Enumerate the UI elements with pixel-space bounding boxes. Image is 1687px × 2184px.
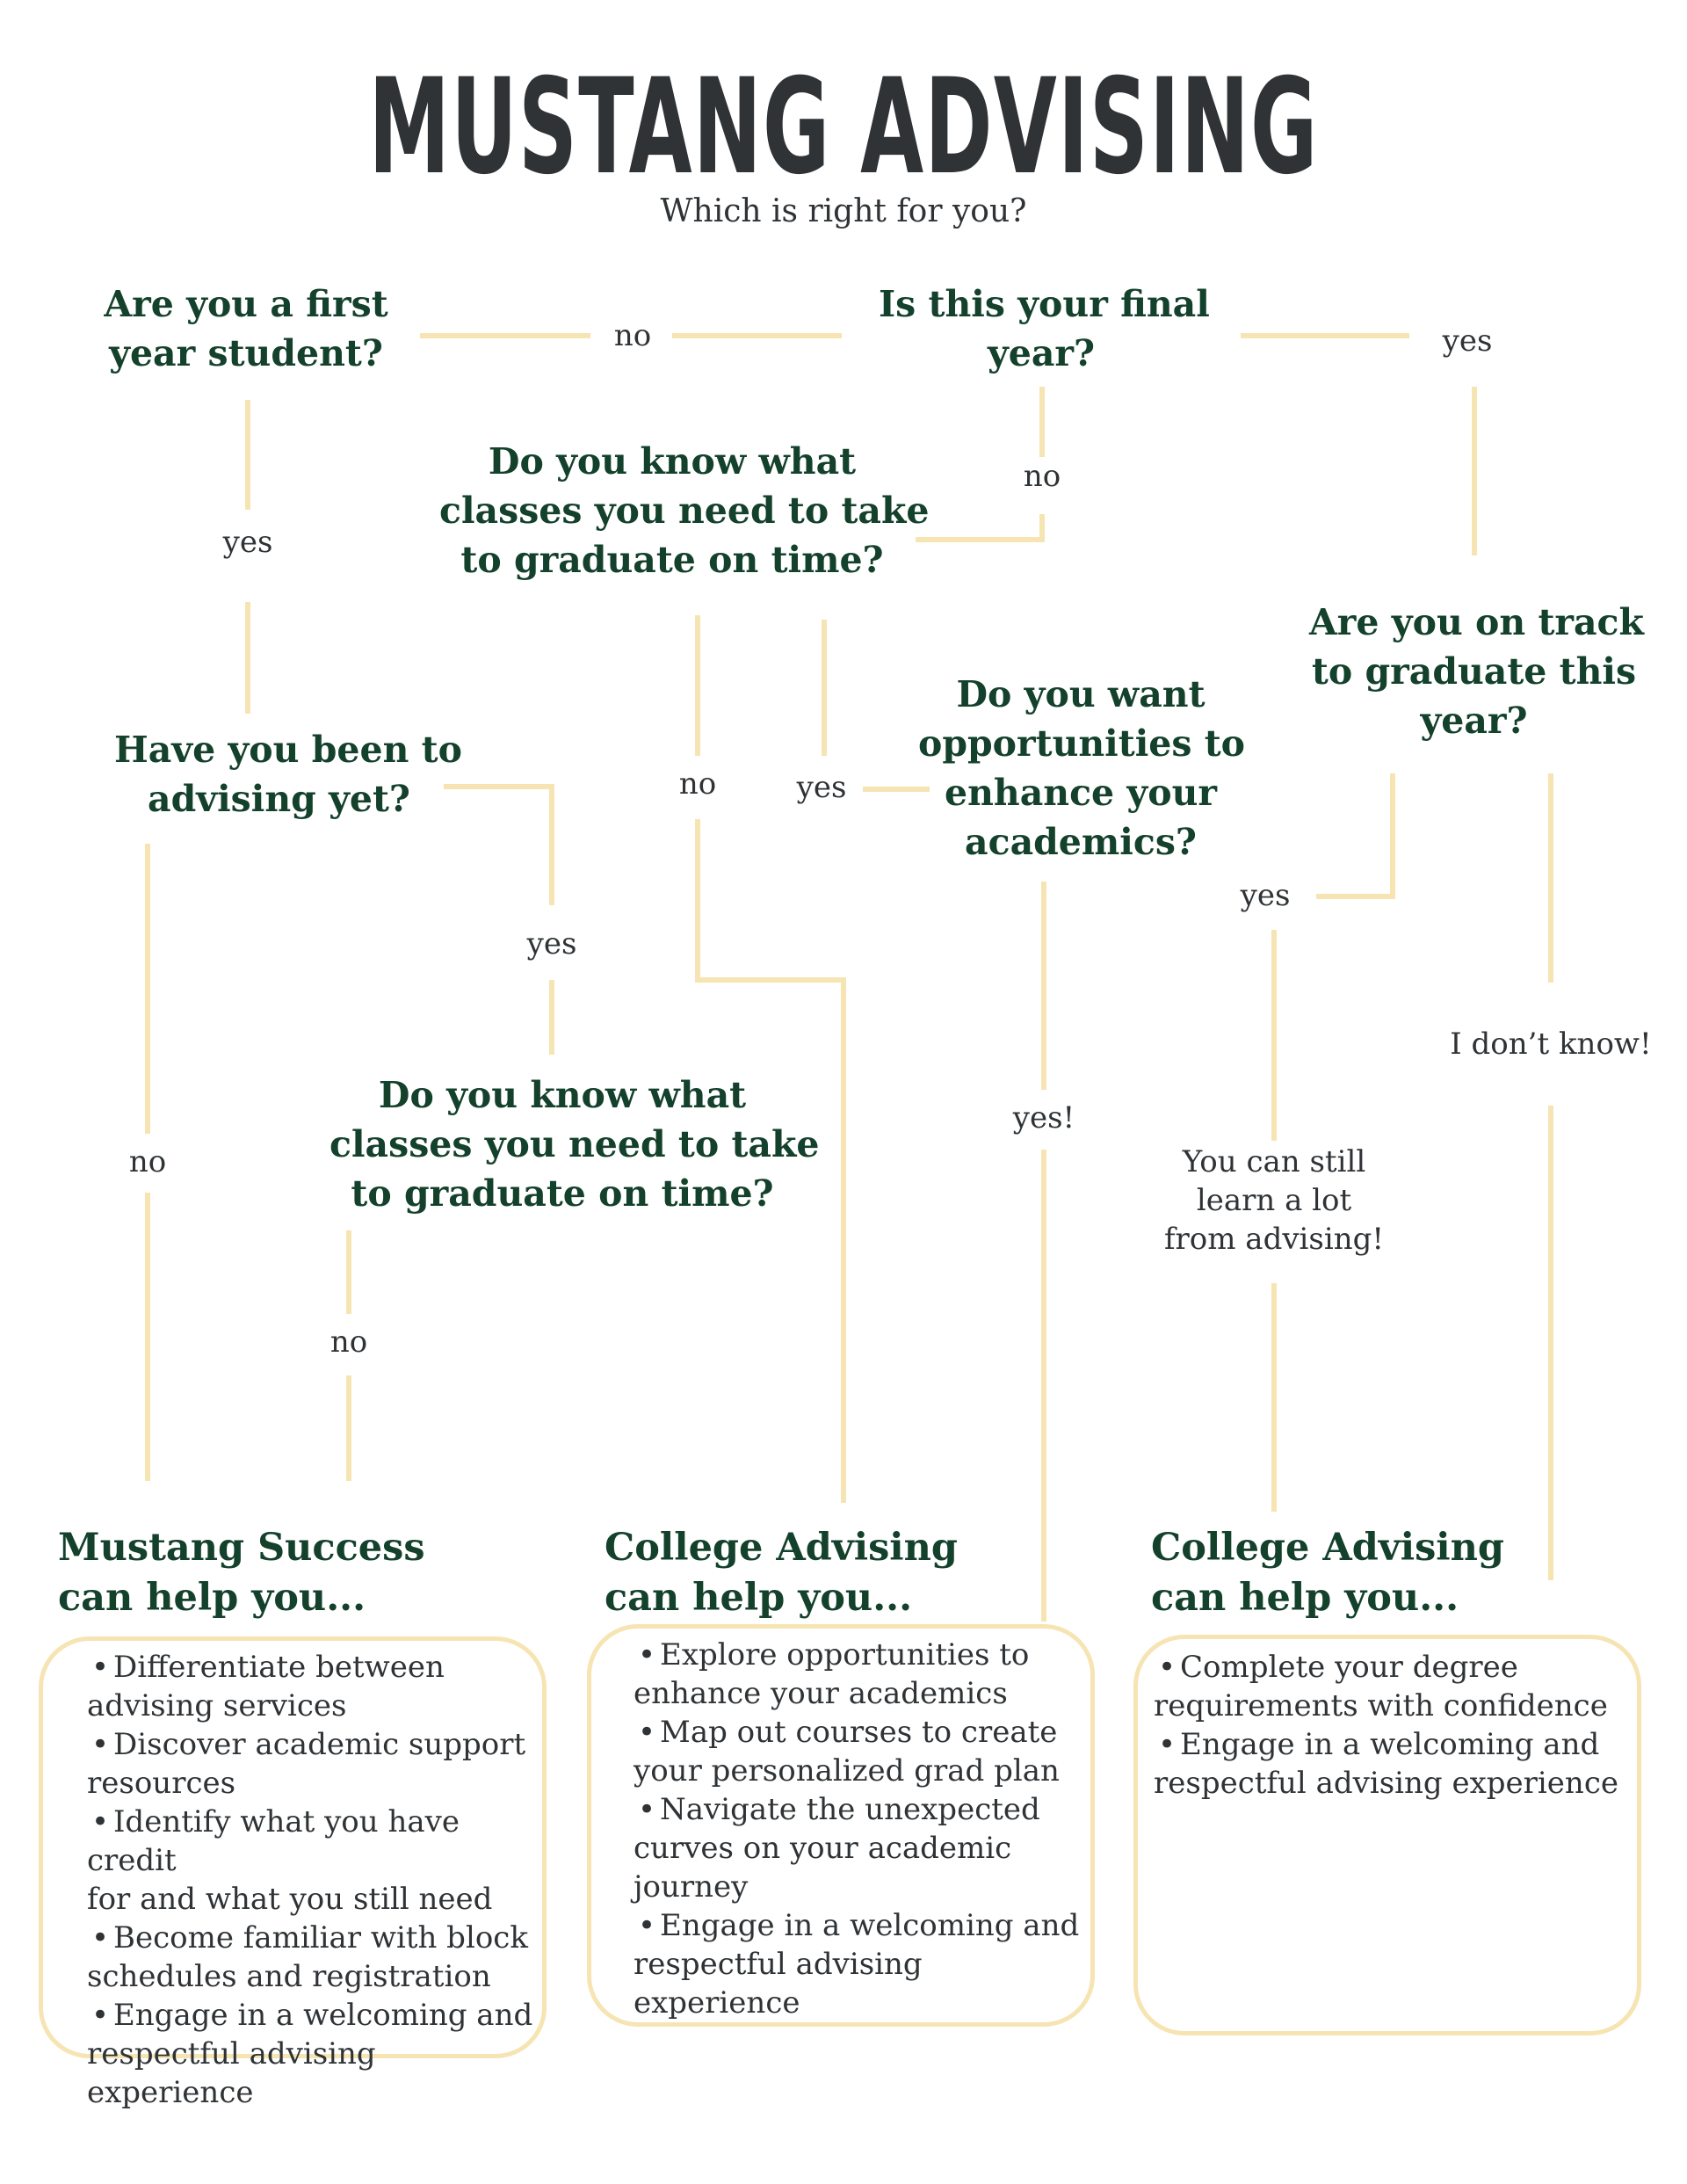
connector-advising-to-yes (444, 787, 552, 905)
connector-track-yes-branch (1316, 773, 1393, 896)
list-item: • Navigate the unexpected curves on your academic journey (634, 1792, 1040, 1905)
bullet-icon: • (637, 1637, 656, 1672)
connector-final-no-to-know (916, 514, 1042, 540)
bullet-icon: • (1157, 1650, 1177, 1685)
bullet-icon: • (91, 1650, 110, 1685)
bullet-icon: • (91, 1998, 110, 2033)
question-enhance-academics: Do you want opportunities to enhance your academics? (918, 673, 1246, 863)
question-first-year: Are you a first year student? (104, 283, 388, 374)
label-first-yes: yes (222, 525, 273, 560)
list-item: • Differentiate between advising services (87, 1650, 445, 1723)
label-enhance-yes: yes! (1012, 1100, 1075, 1136)
bullet-icon: • (637, 1792, 656, 1827)
label-final-yes: yes (1442, 323, 1493, 359)
question-on-track: Are you on track to graduate this year? (1309, 601, 1644, 742)
list-item: • Engage in a welcoming and respectful advising experience (87, 1998, 533, 2110)
list-item: • Become familiar with block schedules and registration (87, 1920, 528, 1994)
label-track-dont-know: I don’t know! (1450, 1027, 1652, 1062)
list-item: • Discover academic support resources (87, 1727, 526, 1801)
list-item: • Map out courses to create your personalized grad plan (634, 1715, 1060, 1789)
bullet-icon: • (637, 1715, 656, 1750)
result-mustang-success-list (87, 1648, 542, 2112)
list-item: • Explore opportunities to enhance your academics (634, 1637, 1030, 1711)
result-college-advising-box (587, 1624, 1095, 2027)
label-know-no: no (678, 766, 717, 802)
bullet-icon: • (91, 1920, 110, 1955)
page-subtitle: Which is right for you? (660, 193, 1027, 229)
question-know-classes-top: Do you know what classes you need to take to graduate on time? (439, 440, 930, 581)
label-advising-no: no (128, 1144, 167, 1179)
bullet-icon: • (637, 1908, 656, 1943)
result-college-advising-list (634, 1636, 1090, 2022)
result-mustang-success-title: Mustang Success can help you... (58, 1526, 425, 1620)
list-item: • Identify what you have credit for and what you still need (87, 1804, 493, 1917)
question-been-to-advising: Have you been to advising yet? (114, 729, 462, 820)
list-item: • Engage in a welcoming and respectful advising experience (634, 1908, 1080, 2021)
label-know-yes: yes (796, 770, 847, 805)
result-college-advising-title: College Advising can help you... (605, 1526, 958, 1620)
label-first-no: no (613, 318, 652, 353)
label-advising-yes: yes (526, 926, 577, 961)
label-track-yes: yes (1240, 878, 1291, 913)
result-mustang-success-box (39, 1636, 547, 2110)
result-college-advising-final-box (1133, 1635, 1641, 2035)
label-still-learn: You can still learn a lot from advising! (1163, 1144, 1385, 1257)
page-title: MUSTANG ADVISING (368, 51, 1319, 204)
result-college-advising-final-title: College Advising can help you... (1151, 1526, 1504, 1620)
list-item: • Engage in a welcoming and respectful advising experience (1154, 1727, 1618, 1801)
list-item: • Complete your degree requirements with confidence (1154, 1650, 1608, 1723)
label-mid-no: no (329, 1324, 368, 1360)
question-know-classes-mid: Do you know what classes you need to take to graduate on time? (329, 1074, 820, 1215)
bullet-icon: • (1157, 1727, 1177, 1762)
label-final-no: no (1023, 459, 1061, 494)
bullet-icon: • (91, 1727, 110, 1762)
result-college-advising-final-list (1154, 1648, 1618, 1803)
question-final-year: Is this your final year? (879, 283, 1210, 374)
bullet-icon: • (91, 1804, 110, 1839)
